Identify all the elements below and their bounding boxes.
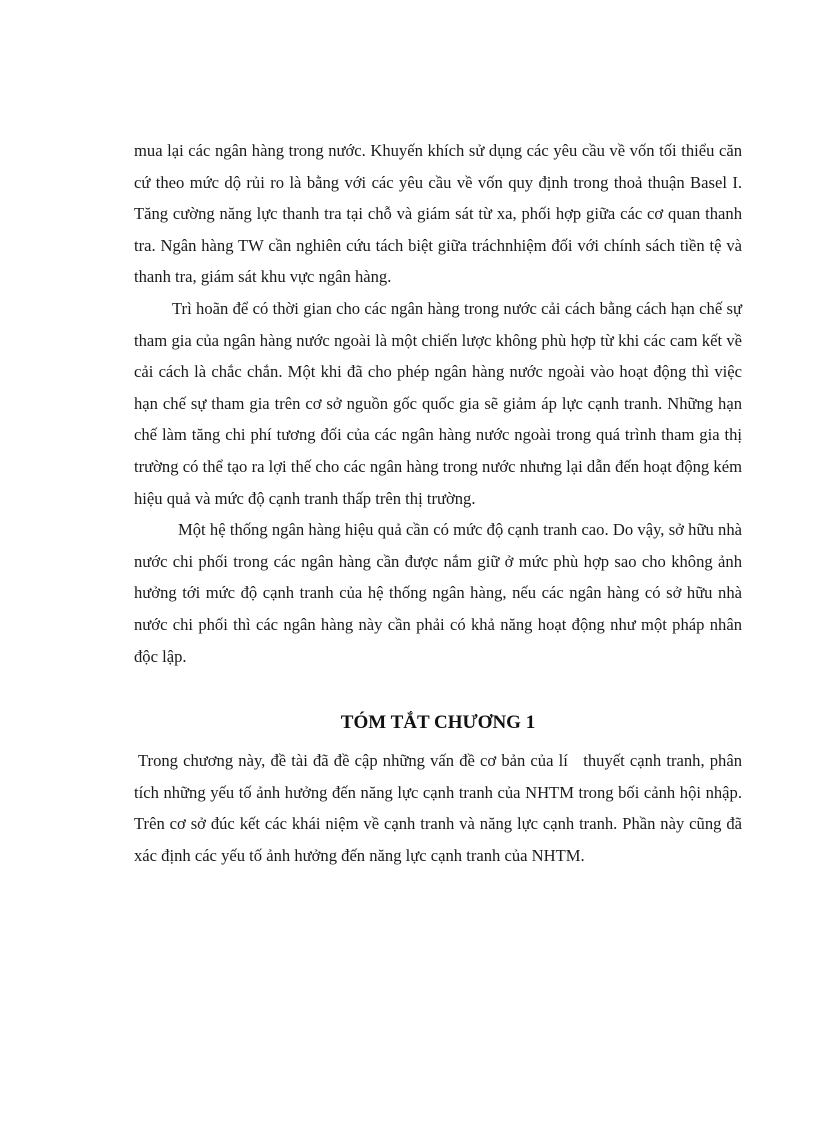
paragraph-state-ownership: Một hệ thống ngân hàng hiệu quả cần có mức độ cạnh tranh cao. Do vậy, sở hữu nhà nước chi phối trong các ngân hàng cần được nắm giữ ở mức phù hợp sao cho không ảnh hưởng tới mức độ cạnh tranh của hệ thống ngân hàng, nếu các ngân hàng có sở hữu nhà nước chi phối thì các ngân hàng này cần phải có khả năng hoạt động như một pháp nhân độc lập. <box>134 520 742 666</box>
chapter-summary-heading: TÓM TẮT CHƯƠNG 1 <box>340 712 536 733</box>
chapter-summary <box>134 745 747 871</box>
chapter-summary-text: Trong chương này, đề tài đã đề cập những vấn đề cơ bản của lí thuyết cạnh tranh, phân tích những yếu tố ảnh hưởng đến năng lực cạnh tranh của NHTM trong bối cảnh hội nhập. Trên cơ sở đúc kết các khái niệm về cạnh tranh và năng lực cạnh tranh. Phần này cũng đã xác định các yếu tố ảnh hưởng đến năng lực cạnh tranh của NHTM. <box>134 751 747 865</box>
paragraph-basel-reform: mua lại các ngân hàng trong nước. Khuyến khích sử dụng các yêu cầu về vốn tối thiểu căn cứ theo mức dộ rủi ro là bằng với các yêu cầu về vốn quy định trong thoả thuận Basel I. Tăng cường năng lực thanh tra tại chỗ và giám sát từ xa, phối hợp giữa các cơ quan thanh tra. Ngân hàng TW cần nghiên cứu tách biệt giữa tráchnhiệm đối với chính sách tiền tệ và thanh tra, giám sát khu vực ngân hàng. <box>134 141 742 287</box>
body-text <box>134 135 742 672</box>
paragraph-foreign-bank-participation: Trì hoãn để có thời gian cho các ngân hàng trong nước cải cách bằng cách hạn chế sự tham gia của ngân hàng nước ngoài là một chiến lược không phù hợp từ khi các cam kết về cải cách là chắc chắn. Một khi đã cho phép ngân hàng nước ngoài vào hoạt động thì việc hạn chế sự tham gia trên cơ sở nguồn gốc quốc gia sẽ giảm áp lực cạnh tranh. Những hạn chế làm tăng chi phí tương đối của các ngân hàng nước ngoài trong quá trình tham gia thị trường có thể tạo ra lợi thế cho các ngân hàng trong nước nhưng lại dẫn đến hoạt động kém hiệu quả và mức độ cạnh tranh thấp trên thị trường. <box>134 298 742 508</box>
